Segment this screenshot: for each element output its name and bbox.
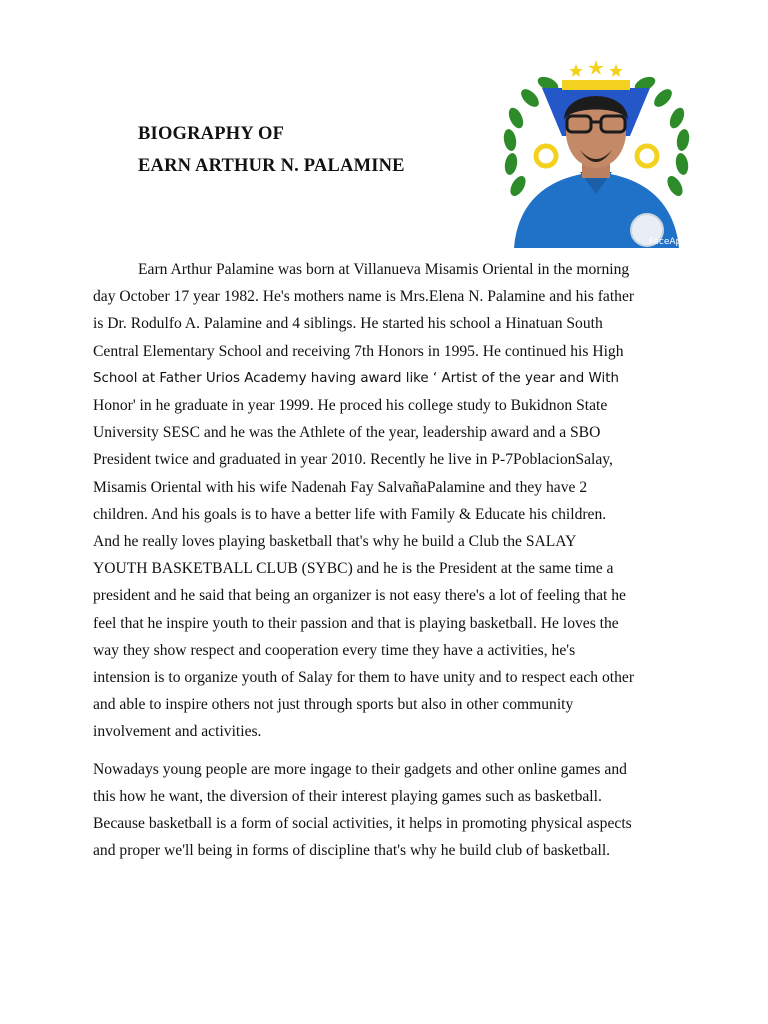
star-icons <box>569 60 623 77</box>
person-figure <box>514 96 679 248</box>
paragraph-1-line: children. And his goals is to have a better life with Family & Educate his children. <box>93 505 607 523</box>
title-line-1: BIOGRAPHY OF <box>138 124 285 144</box>
profile-photo <box>502 58 691 248</box>
paragraph-1-line: Misamis Oriental with his wife Nadenah Fay SalvañaPalamine and they have 2 <box>93 478 588 496</box>
paragraph-1-line: Central Elementary School and receiving 7th Honors in 1995. He continued his High <box>93 342 624 360</box>
paragraph-1-line: way they show respect and cooperation every time they have a activities, he's <box>93 641 576 659</box>
paragraph-1 <box>93 256 683 746</box>
paragraph-1-line: feel that he inspire youth to their passion and that is playing basketball. He loves the <box>93 614 619 632</box>
paragraph-1-line: School at Father Urios Academy having award like ‘ Artist of the year and With <box>93 370 619 386</box>
paragraph-1-line: intension is to organize youth of Salay for them to have unity and to respect each other <box>93 669 635 687</box>
paragraph-1-line: Honor' in he graduate in year 1999. He proced his college study to Bukidnon State <box>93 397 608 415</box>
paragraph-1-line: day October 17 year 1982. He's mothers name is Mrs.Elena N. Palamine and his father <box>93 288 635 306</box>
paragraph-1-line: president and he said that being an organizer is not easy there's a lot of feeling that he <box>93 587 626 605</box>
paragraph-1-line: Earn Arthur Palamine was born at Villanueva Misamis Oriental in the morning <box>138 261 630 278</box>
faceapp-watermark: FaceApp <box>649 237 687 247</box>
biography-body <box>93 256 683 864</box>
paragraph-1-line: is Dr. Rodulfo A. Palamine and 4 siblings. He started his school a Hinatuan South <box>93 315 603 333</box>
paragraph-1-line: And he really loves playing basketball that's why he build a Club the SALAY <box>93 533 577 551</box>
paragraph-1-line: and able to inspire others not just through sports but also in other community <box>93 696 574 714</box>
paragraph-1-line: involvement and activities. <box>93 723 262 741</box>
paragraph-1-line: University SESC and he was the Athlete of the year, leadership award and a SBO <box>93 424 601 442</box>
paragraph-2-line: Because basketball is a form of social activities, it helps in promoting physical aspects <box>93 815 632 833</box>
paragraph-2-line: and proper we'll being in forms of discipline that's why he build club of basketball. <box>93 842 611 860</box>
paragraph-1-line: President twice and graduated in year 2010. Recently he live in P-7PoblacionSalay, <box>93 451 613 469</box>
paragraph-2-line: Nowadays young people are more ingage to their gadgets and other online games and <box>93 760 627 778</box>
document-title <box>138 118 405 182</box>
paragraph-2 <box>93 756 683 865</box>
paragraph-1-line: YOUTH BASKETBALL CLUB (SYBC) and he is the President at the same time a <box>93 560 614 578</box>
title-line-2: EARN ARTHUR N. PALAMINE <box>138 156 405 176</box>
paragraph-2-line: this how he want, the diversion of their interest playing games such as basketball. <box>93 787 602 805</box>
